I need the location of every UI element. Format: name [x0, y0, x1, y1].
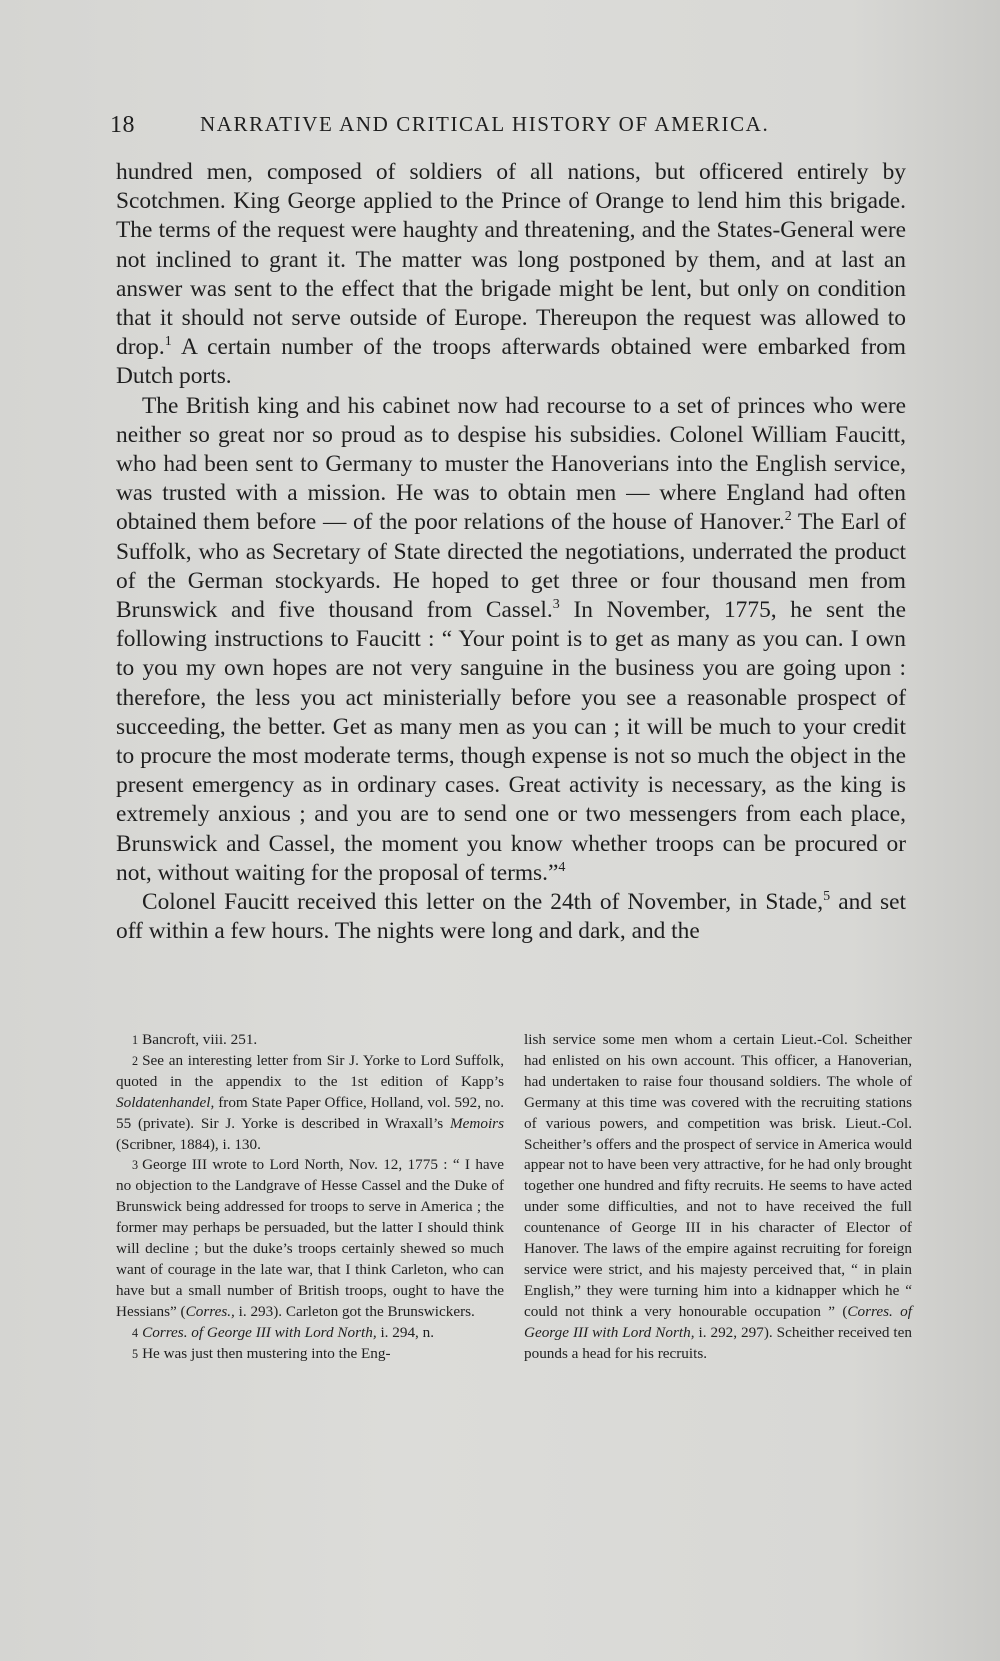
- footnote-ref-3: 3: [552, 596, 560, 613]
- paragraph-2-text-b: The Earl of Suffolk, who as Secretary of State directed the negotiations, underrated the product of the German stockyards. He hoped to get three or four thousand men from Brunswick and five thousand from Cassel.: [116, 509, 906, 624]
- paragraph-3-text-a: Colonel Faucitt received this letter on the 24th of November, in Stade,: [142, 889, 824, 916]
- footnote-mark-4: 4: [132, 1325, 139, 1340]
- footnote-4: [116, 1323, 504, 1344]
- paragraph-2: [116, 392, 906, 888]
- footnote-mark-2: 2: [132, 1053, 139, 1068]
- footnote-mark-3: 3: [132, 1158, 139, 1173]
- footnote-5-continued: [524, 1030, 912, 1365]
- footnote-1-text: Bancroft, viii. 251.: [142, 1031, 258, 1048]
- paragraph-3-text-b: and set off within a few hours. The nights were long and dark, and the: [116, 889, 906, 945]
- footnote-ref-1: 1: [164, 333, 172, 350]
- footnote-2-title-soldatenhandel: Soldatenhandel,: [116, 1093, 215, 1111]
- paragraph-2-text-a: The British king and his cabinet now had recourse to a set of princes who were neither so great nor so proud as to despise his subsidies. Colonel William Faucitt, who had been sent to Germany to muster the Hanoverians into the English service, was trusted with a mission. He was to obtain men — where England had often obtained them before — of the poor relations of the house of Hanover.: [116, 392, 906, 536]
- footnote-mark-5: 5: [132, 1346, 139, 1361]
- main-text: [116, 158, 906, 946]
- footnote-5-text-b: i. 292, 297). Scheither received ten pounds a head for his recruits.: [524, 1323, 912, 1362]
- paragraph-1-text-a: hundred men, composed of soldiers of all nations, but officered entirely by Scotchmen. King George applied to the Prince of Orange to lend him this brigade. The terms of the request were haughty and threatening, and the States-General were not inclined to grant it. The matter was long postponed by them, and at last an answer was sent to the effect that the brigade might be lent, but only on condition that it should not serve outside of Europe. Thereupon the request was allowed to drop.: [116, 159, 906, 361]
- footnote-3: [116, 1155, 504, 1322]
- footnotes-right-column: [524, 1030, 912, 1365]
- footnotes: [116, 1030, 916, 1490]
- footnote-1: [116, 1030, 504, 1051]
- page-header: [110, 112, 870, 142]
- footnotes-left-column: [116, 1030, 504, 1365]
- footnote-2-text-c: (Scribner, 1884), i. 130.: [116, 1135, 261, 1153]
- footnote-5-start: [116, 1344, 504, 1365]
- footnote-3-title-corres: Corres.,: [185, 1302, 235, 1320]
- footnote-2-text-a: See an interesting letter from Sir J. Yorke to Lord Suffolk, quoted in the appendix to the 1st edition of Kapp’s: [116, 1051, 504, 1090]
- footnote-3-text-a: George III wrote to Lord North, Nov. 12, 1775 : “ I have no objection to the Landgrave of Hesse Cassel and the Duke of Brunswick being addressed for troops to serve in America ; the former may perhaps be persuaded, but the latter I should think will decline ; but the duke’s troops certainly shewed so much want of courage in the late war, that I think Carleton, who can have but a small number of British troops, ought to have the Hessians” (: [116, 1156, 504, 1320]
- paragraph-2-text-c: In November, 1775, he sent the following instructions to Faucitt : “ Your point is to get as many as you can. I own to you my own hopes are not very sanguine in the business you are going upon : therefore, the less you act ministerially before you see a reasonable prospect of succeeding, the better. Get as many men as you can ; it will be much to your credit to procure the most moderate terms, though expense is not so much the object in the present emergency as in ordinary cases. Great activity is necessary, as the king is extremely anxious ; and you are to send one or two messengers from each place, Brunswick and Cassel, the moment you know whether troops can be procured or not, without waiting for the proposal of terms.”: [116, 597, 907, 886]
- footnote-5-text-start: He was just then mustering into the Eng-: [142, 1344, 391, 1362]
- footnote-ref-5: 5: [823, 888, 831, 905]
- footnote-2-title-memoirs: Memoirs: [450, 1114, 504, 1132]
- footnote-4-title-corres: Corres. of George III with Lord North,: [142, 1323, 377, 1341]
- page-number: 18: [110, 112, 135, 138]
- paragraph-1: [116, 158, 906, 392]
- paragraph-1-text-b: A certain number of the troops afterwards obtained were embarked from Dutch ports.: [116, 334, 906, 390]
- footnote-2-text-b: from State Paper Office, Holland, vol. 592, no. 55 (private). Sir J. Yorke is described in Wraxall’s: [116, 1093, 504, 1132]
- footnote-3-text-b: i. 293). Carleton got the Brunswickers.: [234, 1302, 475, 1320]
- running-title: NARRATIVE AND CRITICAL HISTORY OF AMERICA.: [200, 112, 770, 136]
- footnote-5-title-corres: Corres. of George III with Lord North,: [524, 1302, 912, 1341]
- footnote-ref-4: 4: [558, 859, 566, 876]
- footnote-mark-1: 1: [132, 1033, 139, 1047]
- footnote-2: [116, 1051, 504, 1156]
- footnote-ref-2: 2: [784, 508, 792, 525]
- paragraph-3: [116, 888, 906, 946]
- footnote-4-text-b: i. 294, n.: [376, 1323, 435, 1341]
- footnote-5-text-continued: lish service some men whom a certain Lieut.-Col. Scheither had enlisted on his own account. This officer, a Hanoverian, had undertaken to raise four thousand soldiers. The whole of Germany at this time was covered with the recruiting stations of various powers, and competition was brisk. Lieut.-Col. Scheither’s offers and the prospect of service in America would appear not to have been very attractive, for he had only brought together one hundred and fifty recruits. He seems to have acted under some difficulties, and not to have received the full countenance of George III in his character of Elector of Hanover. The laws of the empire against recruiting for foreign service were strict, and his majesty perceived that, “ in plain English,” they were turning him into a kidnapper which he “ could not think a very honourable occupation ” (: [524, 1031, 912, 1320]
